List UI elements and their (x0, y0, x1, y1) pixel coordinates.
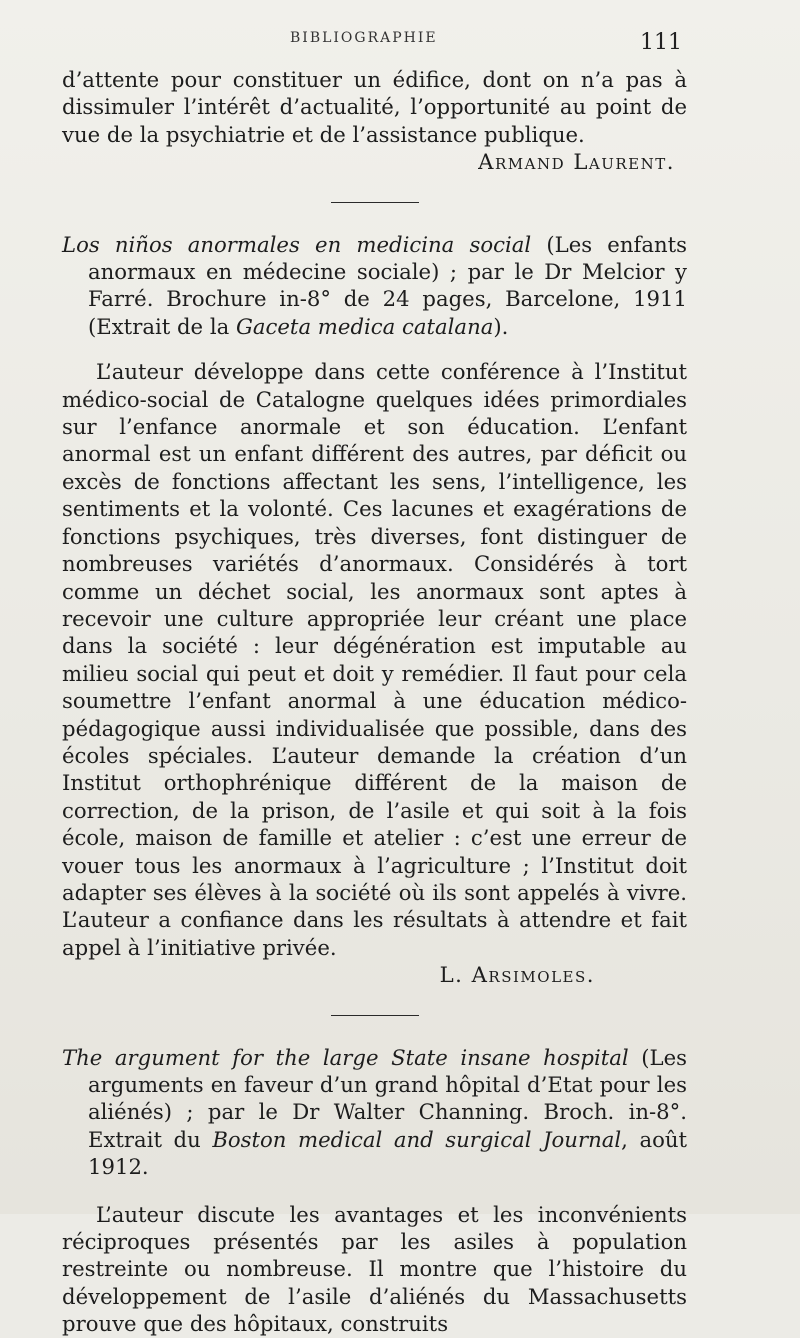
page-body (62, 66, 687, 1338)
review3-citation-end: , août 1912. (88, 1126, 687, 1180)
review2-title: Los niños anormales en medicina social (62, 231, 532, 257)
review2-paragraph: L’auteur développe dans cette conférence à l’Institut médico-social de Catalogne quelques idées primordiales sur l’enfance anormale et son éducation. L’enfant anormal est un enfant différent des autres, par déficit ou excès de fonctions affectant les sens, l’intelligence, les sentiments et la volonté. Ces lacunes et exagérations de fonctions psychiques, très diverses, font distinguer de nombreuses variétés d’anormaux. Considérés à tort comme un déchet social, les anormaux sont aptes à recevoir une culture appropriée leur créant une place dans la société : leur dégénération est imputable au milieu social qui peut et doit y remédier. Il faut pour cela soumettre l’enfant anormal à une éducation médico-pédagogique aussi individualisée que possible, dans des écoles spéciales. L’auteur demande la création d’un Institut orthophrénique différent de la maison de correction, de la prison, de l’asile et qui soit à la fois école, maison de famille et atelier : c’est une erreur de vouer tous les anormaux à l’agriculture ; l’Institut doit adapter ses élèves à la société où ils sont appelés à vivre. L’auteur a confiance dans les résultats à attendre et fait appel à l’initiative privée. (62, 359, 687, 960)
review2-signature: L. Arsimoles. (439, 962, 595, 988)
review2-journal: Gaceta medica catalana (235, 313, 494, 339)
review2-title-entry (62, 231, 687, 341)
review2-citation-end: ). (493, 313, 509, 339)
section-divider (331, 1015, 419, 1016)
review1-paragraph: d’attente pour constituer un édifice, dont on n’a pas à dissimuler l’intérêt d’actualité, l’opportunité au point de vue de la psychiatrie et de l’assistance publique. (62, 67, 687, 147)
review3-journal: Boston medical and surgical Journal (212, 1126, 622, 1152)
review3-title-entry (62, 1044, 687, 1181)
review3-citation: (Les arguments en faveur d’un grand hôpital d’Etat pour les aliénés) ; par le Dr Walter Channing. Broch. in-8°. Extrait du (88, 1044, 687, 1152)
spacer (62, 340, 687, 358)
spacer (62, 1181, 687, 1201)
running-head: BIBLIOGRAPHIE (290, 30, 438, 46)
page-number: 111 (640, 30, 682, 55)
review1-signature: Armand Laurent. (478, 149, 675, 175)
review2-citation: (Les enfants anormaux en médecine sociale) ; par le Dr Melcior y Farré. Brochure in-8° de 24 pages, Barcelone, 1911 (Extrait de la (88, 231, 687, 339)
review3-paragraph: L’auteur discute les avantages et les inconvénients réciproques présentés par les asiles à population restreinte ou nombreuse. Il montre que l’histoire du développement de l’asile d’aliénés du Massachusetts prouve que des hôpitaux, construits (62, 1201, 687, 1337)
review3-title: The argument for the large State insane hospital (62, 1044, 629, 1070)
section-divider (331, 202, 419, 203)
